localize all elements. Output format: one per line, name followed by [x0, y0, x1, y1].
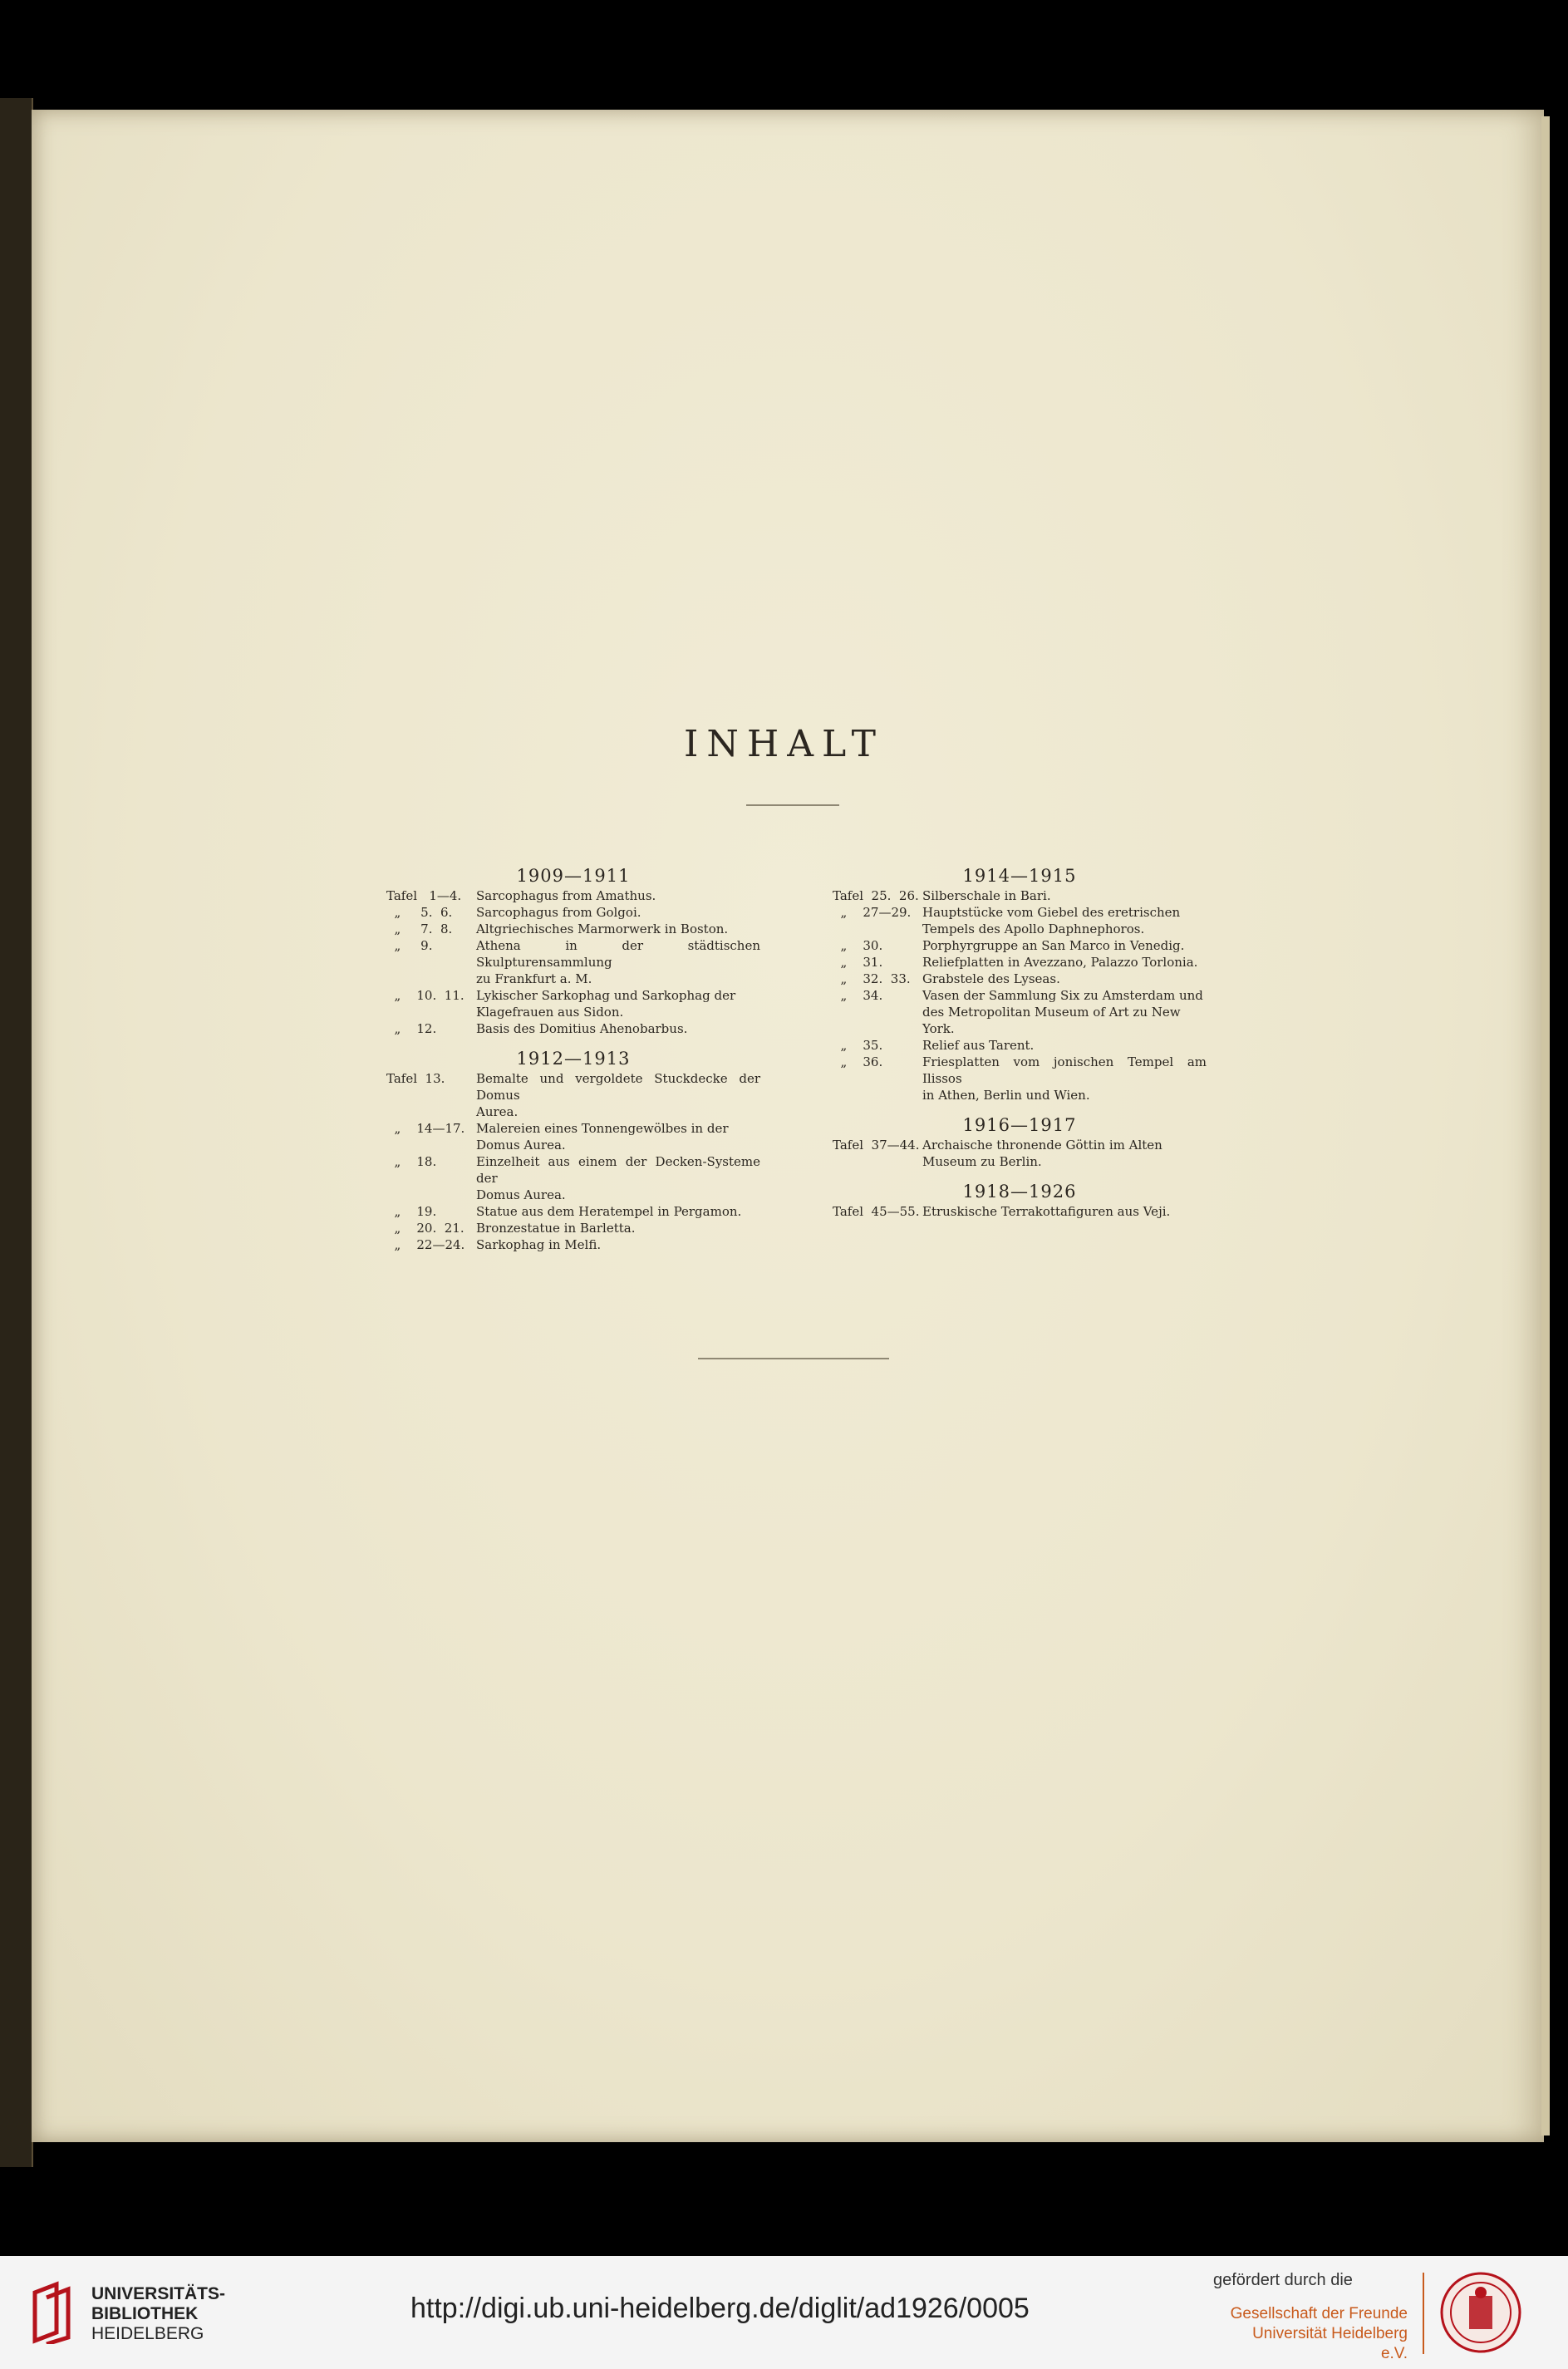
toc-entry — [386, 937, 760, 971]
plate-number: „ 35. — [833, 1038, 883, 1053]
entry-title: Statue aus dem Heratempel in Pergamon. — [476, 1204, 742, 1219]
university-seal-icon[interactable] — [1439, 2271, 1522, 2354]
library-name[interactable] — [91, 2284, 225, 2344]
plate-number: „ 20. 21. — [386, 1221, 465, 1236]
entry-title-continued: Museum zu Berlin. — [922, 1154, 1042, 1169]
entry-title-continued: Domus Aurea. — [476, 1187, 566, 1202]
plate-number: „ 7. 8. — [386, 922, 453, 936]
plate-number: Tafel 13. — [386, 1071, 445, 1086]
entry-title: Archaische thronende Göttin im Alten — [922, 1138, 1162, 1153]
entry-title: Sarkophag in Melfi. — [476, 1237, 602, 1252]
plate-number: Tafel 37—44. — [833, 1138, 920, 1153]
plate-number: Tafel 25. 26. — [833, 888, 919, 903]
toc-entry — [833, 904, 1207, 921]
footer-bar — [0, 2256, 1568, 2369]
society-name-line1: Gesellschaft der Freunde — [1230, 2305, 1408, 2322]
plate-number: „ 31. — [833, 955, 883, 970]
toc-entry — [833, 987, 1207, 1004]
toc-entry — [386, 1236, 760, 1253]
entry-title: Basis des Domitius Ahenobarbus. — [476, 1021, 688, 1036]
entry-title-continued: Domus Aurea. — [476, 1138, 566, 1153]
entry-title: Athena in der städtischen Skulpturensammlung — [476, 938, 760, 970]
toc-entry — [833, 954, 1207, 971]
entry-title-continued: Klagefrauen aus Sidon. — [476, 1005, 624, 1020]
toc-entry — [386, 987, 760, 1004]
title-rule — [746, 804, 839, 806]
plate-number: „ 32. 33. — [833, 971, 911, 986]
page-url-link[interactable]: http://digi.ub.uni-heidelberg.de/diglit/ad1926/0005 — [410, 2293, 1030, 2324]
entry-title: Grabstele des Lyseas. — [922, 971, 1060, 986]
toc-entry — [386, 921, 760, 937]
entry-title-continued: des Metropolitan Museum of Art zu New York. — [922, 1005, 1181, 1036]
library-name-line2: BIBLIOTHEK — [91, 2304, 199, 2323]
toc-entry — [386, 1020, 760, 1037]
plate-number: „ 9. — [386, 938, 433, 953]
toc-right-column — [833, 863, 1207, 1220]
toc-entry — [386, 887, 760, 904]
plate-number: Tafel 1—4. — [386, 888, 462, 903]
entry-title: Reliefplatten in Avezzano, Palazzo Torlonia. — [922, 955, 1198, 970]
society-name-line2: Universität Heidelberg e.V. — [1252, 2325, 1408, 2362]
toc-entry — [386, 1120, 760, 1137]
toc-entry — [386, 1203, 760, 1220]
plate-number: „ 34. — [833, 988, 883, 1003]
library-name-line3: HEIDELBERG — [91, 2324, 204, 2343]
plate-number: „ 10. 11. — [386, 988, 465, 1003]
entry-title: Porphyrgruppe an San Marco in Venedig. — [922, 938, 1185, 953]
funded-by-label: gefördert durch die — [1213, 2271, 1353, 2289]
page-title: INHALT — [683, 723, 884, 765]
toc-entry — [833, 937, 1207, 954]
library-name-line1: UNIVERSITÄTS- — [91, 2284, 226, 2303]
toc-entry — [833, 971, 1207, 987]
bottom-rule — [698, 1358, 889, 1359]
plate-number: „ 30. — [833, 938, 883, 953]
entry-title: Etruskische Terrakottafiguren aus Veji. — [922, 1204, 1171, 1219]
entry-title: Sarcophagus from Amathus. — [476, 888, 656, 903]
entry-title-continued: zu Frankfurt a. M. — [476, 971, 592, 986]
year-heading: 1909—1911 — [516, 866, 631, 886]
year-heading: 1912—1913 — [516, 1049, 631, 1069]
entry-title-continued: Aurea. — [476, 1104, 519, 1119]
entry-title: Vasen der Sammlung Six zu Amsterdam und — [922, 988, 1203, 1003]
toc-left-column — [386, 863, 760, 1253]
entry-title: Hauptstücke vom Giebel des eretrischen — [922, 905, 1181, 920]
entry-title: Lykischer Sarkophag und Sarkophag der — [476, 988, 736, 1003]
year-heading: 1918—1926 — [962, 1182, 1077, 1202]
plate-number: „ 27—29. — [833, 905, 912, 920]
year-heading: 1916—1917 — [962, 1115, 1077, 1135]
entry-title-continued: in Athen, Berlin und Wien. — [922, 1088, 1090, 1103]
entry-title: Bronzestatue in Barletta. — [476, 1221, 636, 1236]
ub-logo-icon[interactable] — [32, 2281, 83, 2344]
toc-entry — [833, 1037, 1207, 1054]
book-page — [32, 110, 1544, 2142]
toc-entry — [833, 887, 1207, 904]
plate-number: „ 22—24. — [386, 1237, 465, 1252]
entry-title: Bemalte und vergoldete Stuckdecke der Domus — [476, 1071, 760, 1103]
plate-number: „ 19. — [386, 1204, 437, 1219]
plate-number: „ 12. — [386, 1021, 437, 1036]
toc-entry — [386, 1153, 760, 1187]
entry-title: Silberschale in Bari. — [922, 888, 1051, 903]
entry-title: Einzelheit aus einem der Decken-Systeme der — [476, 1154, 760, 1186]
toc-entry — [833, 1203, 1207, 1220]
plate-number: Tafel 45—55. — [833, 1204, 920, 1219]
society-name[interactable] — [1221, 2304, 1408, 2364]
toc-entry — [833, 1137, 1207, 1153]
page-edge — [1541, 116, 1550, 2136]
entry-title: Relief aus Tarent. — [922, 1038, 1035, 1053]
footer-divider — [1423, 2273, 1424, 2354]
entry-title: Malereien eines Tonnengewölbes in der — [476, 1121, 729, 1136]
toc-entry — [386, 1070, 760, 1103]
entry-title: Altgriechisches Marmorwerk in Boston. — [476, 922, 729, 936]
book-spine-edge — [0, 98, 33, 2167]
entry-title-continued: Tempels des Apollo Daphnephoros. — [922, 922, 1145, 936]
entry-title: Friesplatten vom jonischen Tempel am Ilissos — [922, 1054, 1207, 1086]
toc-entry — [833, 1054, 1207, 1087]
plate-number: „ 14—17. — [386, 1121, 465, 1136]
year-heading: 1914—1915 — [962, 866, 1077, 886]
plate-number: „ 36. — [833, 1054, 883, 1069]
plate-number: „ 18. — [386, 1154, 437, 1169]
toc-entry — [386, 1220, 760, 1236]
toc-entry — [386, 904, 760, 921]
plate-number: „ 5. 6. — [386, 905, 453, 920]
entry-title: Sarcophagus from Golgoi. — [476, 905, 641, 920]
